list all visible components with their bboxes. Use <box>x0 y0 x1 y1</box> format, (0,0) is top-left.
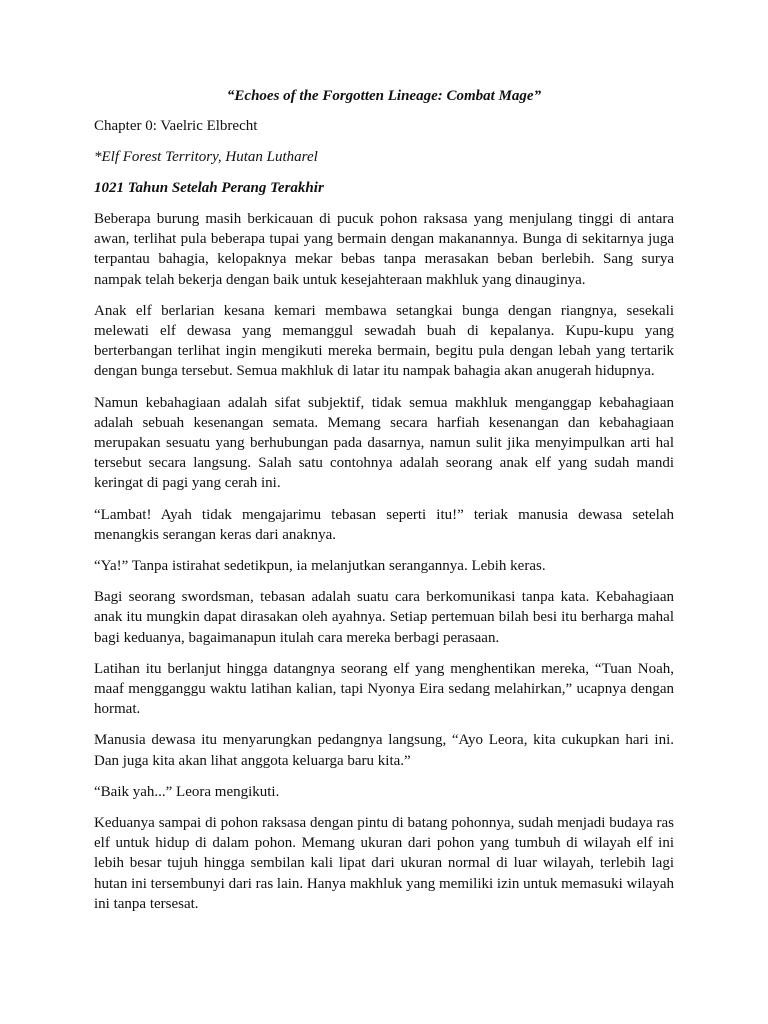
paragraph: Beberapa burung masih berkicauan di pucuk pohon raksasa yang menjulang tinggi di antara awan, terlihat pula beberapa tupai yang bermain dengan makanannya. Bunga di sekitarnya juga terpantau bahagia, kelopaknya mekar bebas tanpa merasakan beban berlebih. Sang surya nampak telah bekerja dengan baik untuk kesejahteraan makhluk yang dinauginya. <box>94 211 674 288</box>
paragraph: “Baik yah...” Leora mengikuti. <box>94 783 280 800</box>
story-title: “Echoes of the Forgotten Lineage: Combat Mage” <box>226 88 542 104</box>
paragraph: Latihan itu berlanjut hingga datangnya seorang elf yang menghentikan mereka, “Tuan Noah, maaf mengganggu waktu latihan kalian, tapi Nyonya Eira sedang melahirkan,” ucapnya dengan hormat. <box>94 660 674 718</box>
paragraph: “Ya!” Tanpa istirahat sedetikpun, ia melanjutkan serangannya. Lebih keras. <box>94 558 546 575</box>
time-line: 1021 Tahun Setelah Perang Terakhir <box>94 180 324 196</box>
paragraph: “Lambat! Ayah tidak mengajarimu tebasan seperti itu!” teriak manusia dewasa setelah menangkis serangan keras dari anaknya. <box>94 506 674 543</box>
location-line: *Elf Forest Territory, Hutan Lutharel <box>94 149 318 165</box>
paragraph: Namun kebahagiaan adalah sifat subjektif, tidak semua makhluk menganggap kebahagiaan adalah sebuah kesenangan semata. Memang secara harfiah kesenangan dan kebahagiaan merupakan sesuatu yang berhubungan pada dasarnya, namun sulit jika menyimpulkan arti hal tersebut secara langsung. Salah satu contohnya adalah seorang anak elf yang sudah mandi keringat di pagi yang cerah ini. <box>94 394 674 492</box>
paragraph: Keduanya sampai di pohon raksasa dengan pintu di batang pohonnya, sudah menjadi budaya ras elf untuk hidup di dalam pohon. Memang ukuran dari pohon yang tumbuh di wilayah elf ini lebih besar tujuh hingga sembilan kali lipat dari ukuran normal di luar wilayah, terlebih lagi hutan ini tersembunyi dari ras lain. Hanya makhluk yang memiliki izin untuk memasuki wilayah ini tanpa tersesat. <box>94 815 674 912</box>
chapter-heading: Chapter 0: Vaelric Elbrecht <box>94 118 258 134</box>
paragraph: Manusia dewasa itu menyarungkan pedangnya langsung, “Ayo Leora, kita cukupkan hari ini. Dan juga kita akan lihat anggota keluarga baru kita.” <box>94 732 674 769</box>
paragraph: Anak elf berlarian kesana kemari membawa setangkai bunga dengan riangnya, sesekali melewati elf dewasa yang memanggul sewadah buah di kepalanya. Kupu-kupu yang berterbangan terlihat ingin mengikuti mereka bermain, begitu pula dengan lebah yang tertarik dengan bunga tersebut. Semua makhluk di latar itu nampak bahagia akan anugerah hidupnya. <box>94 302 674 380</box>
paragraph: Bagi seorang swordsman, tebasan adalah suatu cara berkomunikasi tanpa kata. Kebahagiaan anak itu mungkin dapat dirasakan oleh ayahnya. Setiap pertemuan bilah besi itu berharga mahal bagi keduanya, bagaimanapun itulah cara mereka berbagi perasaan. <box>94 589 674 646</box>
